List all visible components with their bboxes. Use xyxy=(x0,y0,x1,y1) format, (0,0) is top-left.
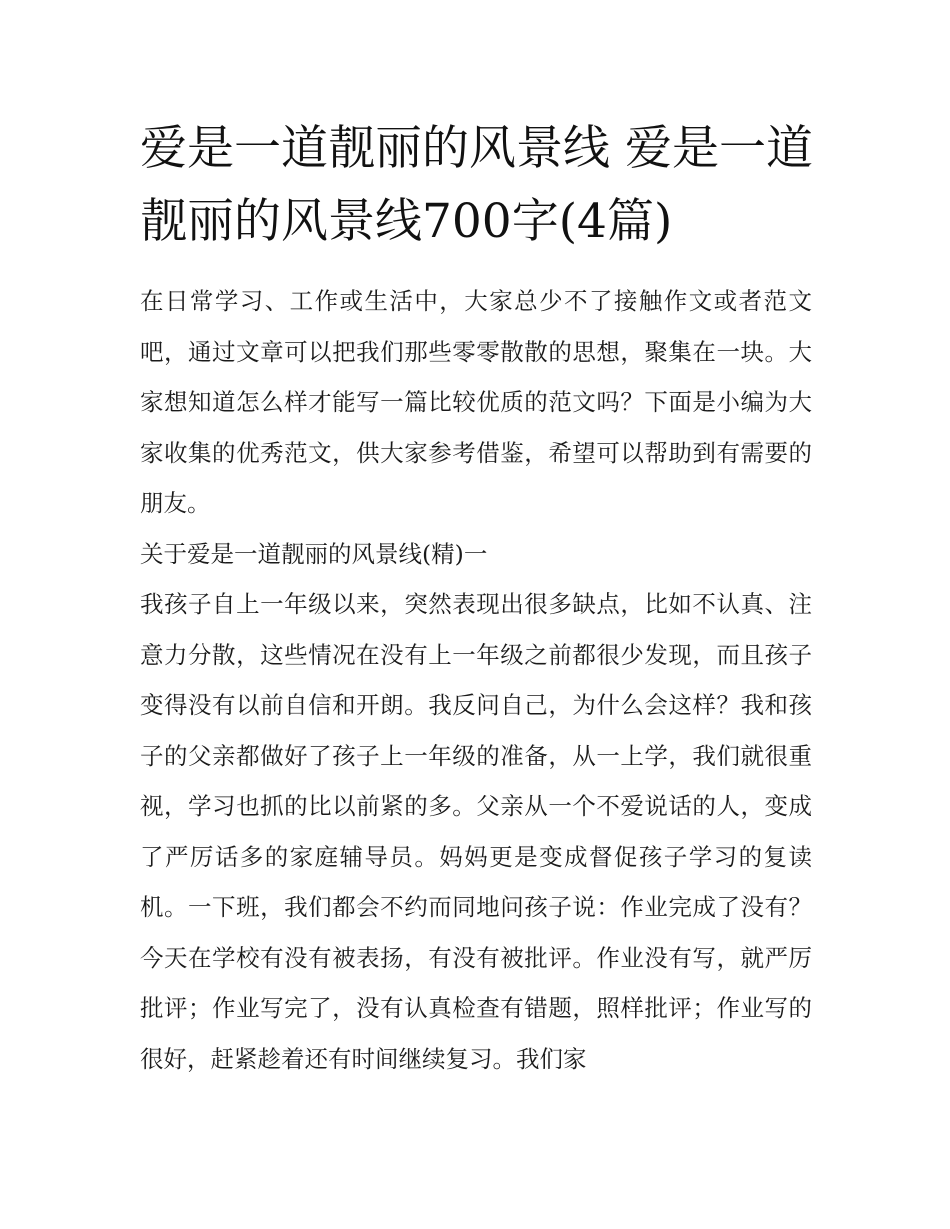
section-heading: 关于爱是一道靓丽的风景线(精)一 xyxy=(140,539,488,568)
document-body xyxy=(140,276,812,1084)
document-title: 爱是一道靓丽的风景线 爱是一道靓丽的风景线700字(4篇) xyxy=(140,121,813,249)
section-paragraph: 我孩子自上一年级以来，突然表现出很多缺点，比如不认真、注意力分散，这些情况在没有上一年级之前都很少发现，而且孩子变得没有以前自信和开朗。我反问自己，为什么会这样？我和孩子的父亲都做好了孩子上一年级的准备，从一上学，我们就很重视，学习也抓的比以前紧的多。父亲从一个不爱说话的人，变成了严厉话多的家庭辅导员。妈妈更是变成督促孩子学习的复读机。一下班，我们都会不约而同地问孩子说：作业完成了没有？今天在学校有没有被表扬，有没有被批评。作业没有写，就严厉批评；作业写完了，没有认真检查有错题，照样批评；作业写的很好，赶紧趁着还有时间继续复习。我们家 xyxy=(140,590,812,1073)
intro-paragraph: 在日常学习、工作或生活中，大家总少不了接触作文或者范文吧，通过文章可以把我们那些零零散散的思想，聚集在一块。大家想知道怎么样才能写一篇比较优质的范文吗？下面是小编为大家收集的优秀范文，供大家参考借鉴，希望可以帮助到有需要的朋友。 xyxy=(140,287,812,517)
